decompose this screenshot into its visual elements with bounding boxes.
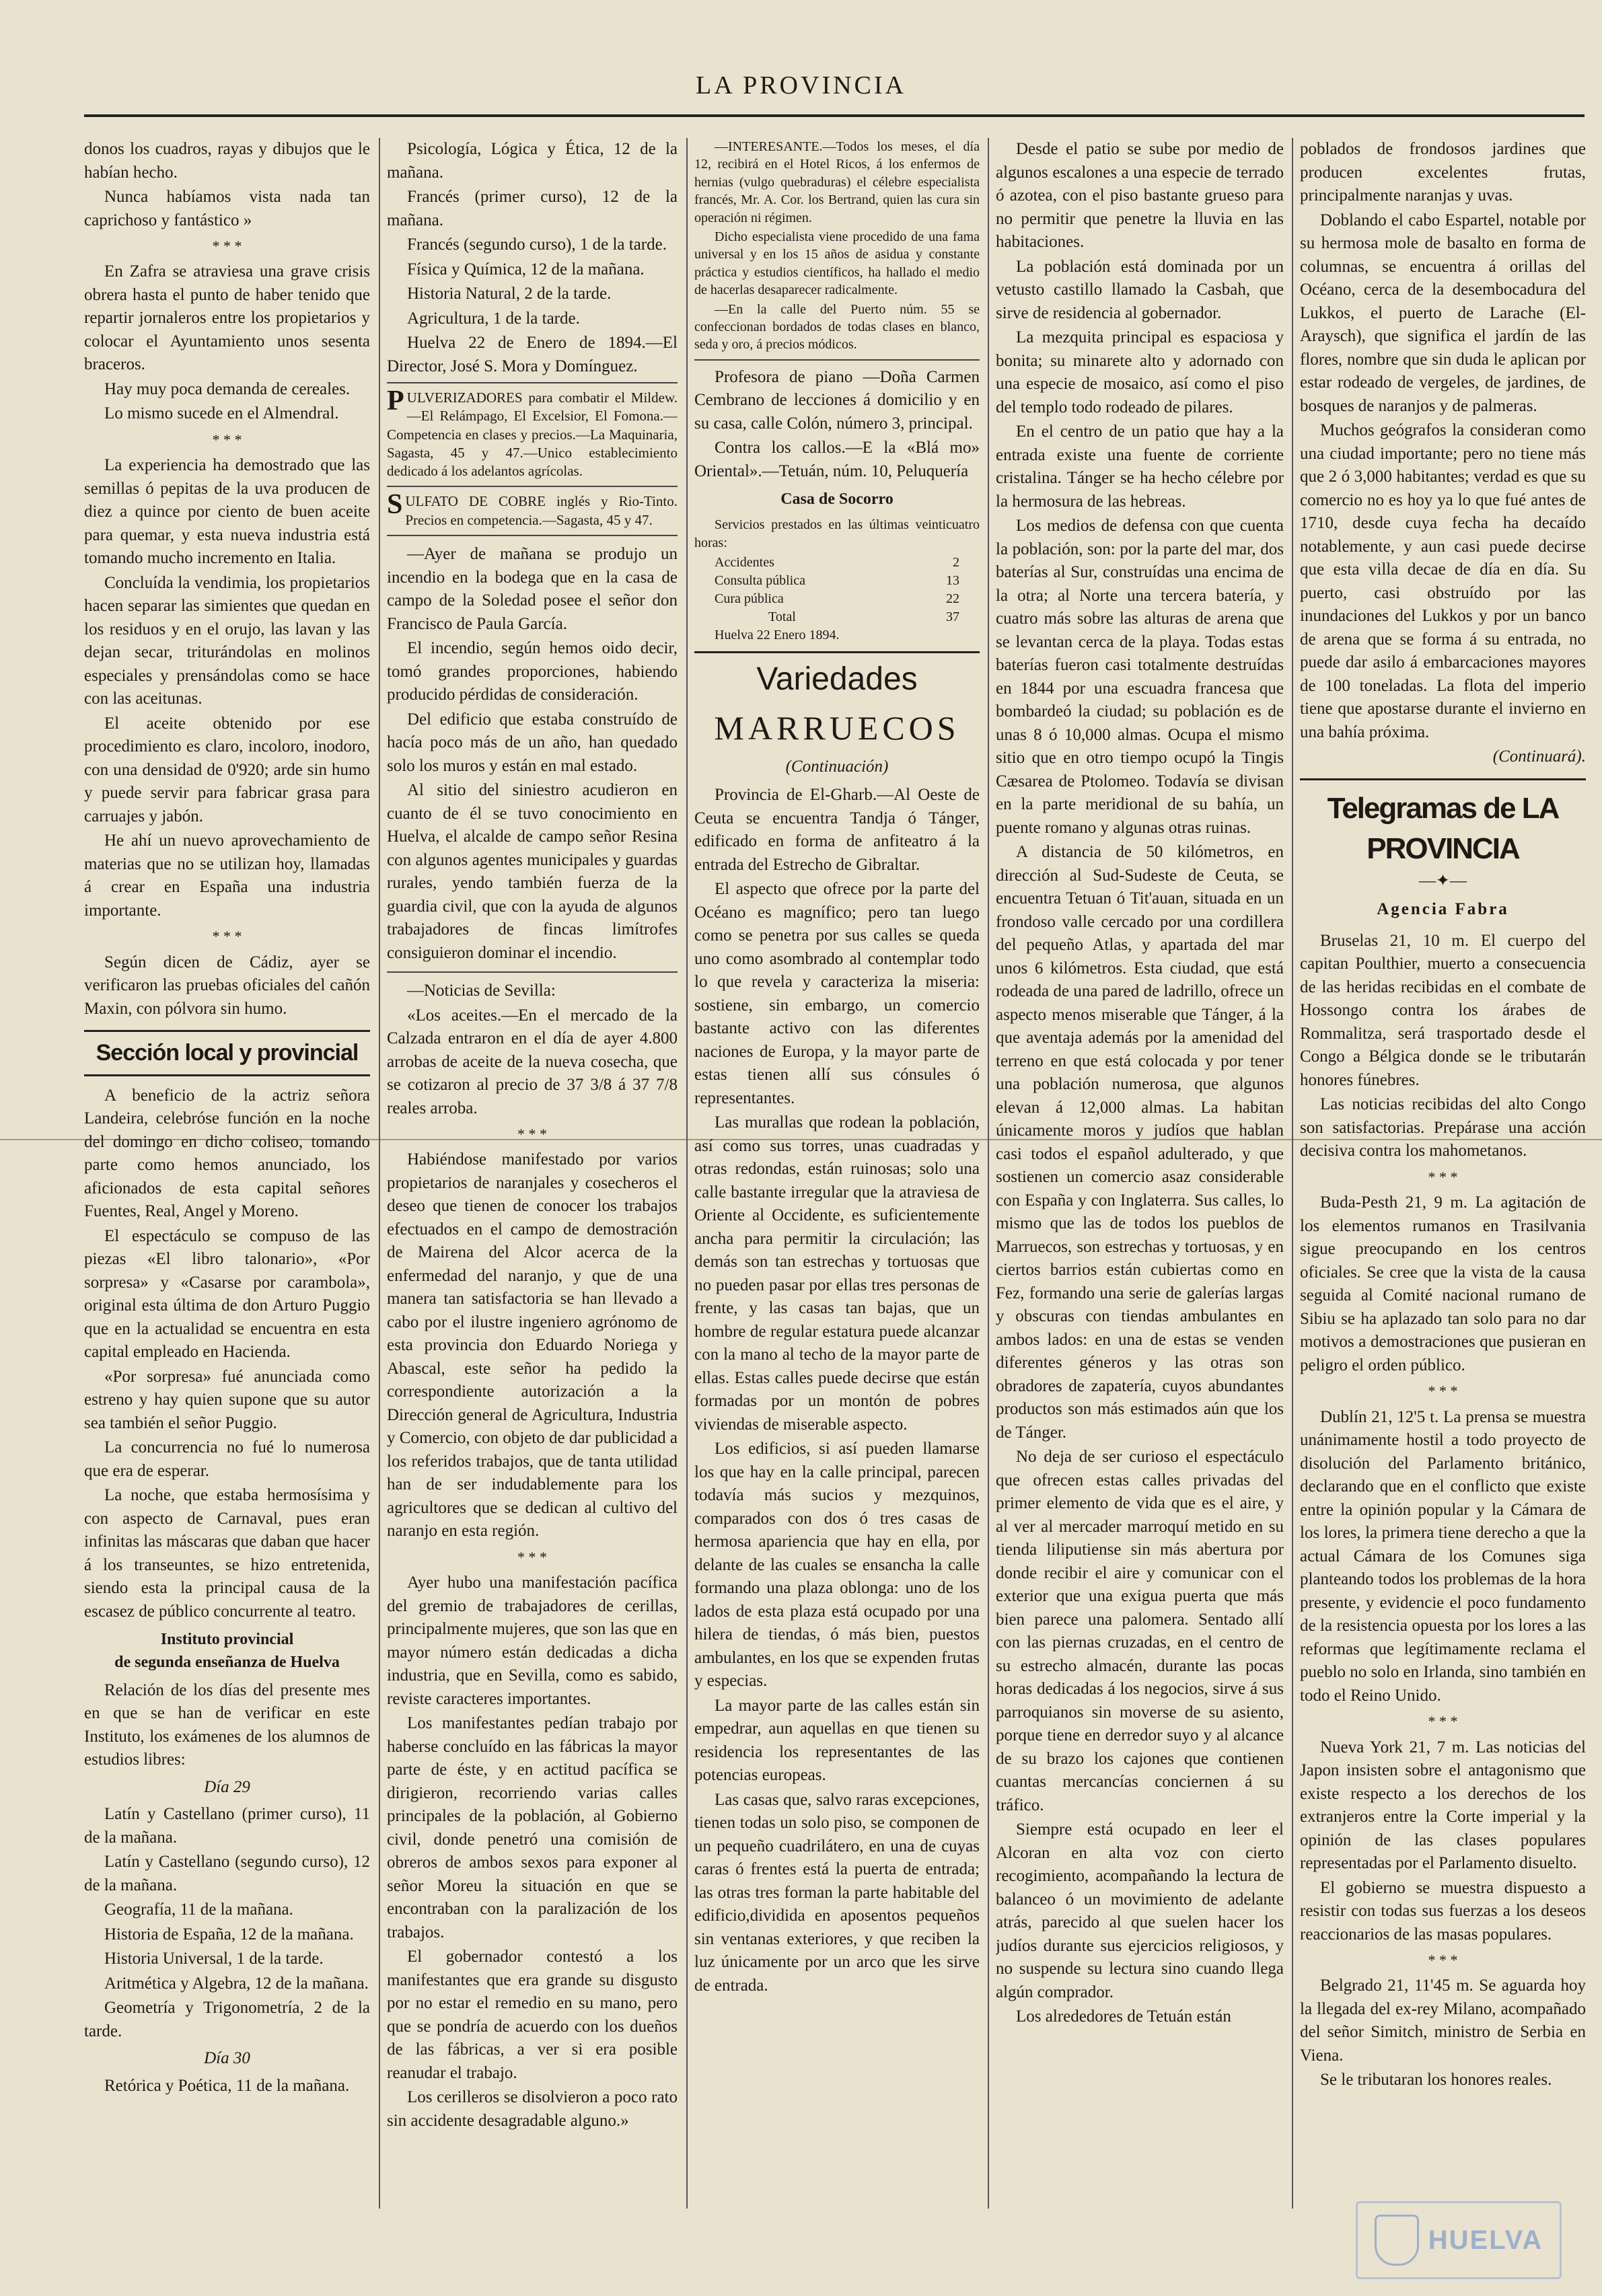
paragraph: La noche, que estaba hermosísima y con aspecto de Carnaval, pues eran infinitas las máscaras que daban que hacer á los transeuntes, se hizo entretenida, siendo esta la principal causa de la escasez de público concurrente al teatro. [84,1486,370,1621]
exam-entry: Latín y Castellano (segundo curso), 12 de la mañana. [84,1853,370,1894]
telegram: Se le tributaran los honores reales. [1320,2071,1552,2089]
continuation-note: (Continuación) [785,757,889,776]
notice-block [694,138,980,354]
telegram: Buda-Pesth 21, 9 m. La agitación de los elementos rumanos en Trasilvania sigue preocupando en los centros oficiales. Se cree que la vista de la causa seguida al Comité nacional rumano de Sibiu se ha aplazado tan solo para no dar motivos a demostraciones que pusieran en peligro el orden público. [1300,1193,1586,1374]
ad-text: ULVERIZADORES para combatir el Mildew.—El Relámpago, El Excelsior, El Fomona.—Competencia en clases y precios.—La Maquinaria, Sagasta, 45 y 47.—Unico establecimiento dedicado á los adelantos agrícolas. [387,390,678,480]
paragraph: Provincia de El-Gharb.—Al Oeste de Ceuta se encuentra Tandja ó Tánger, edificado en forma de anfiteatro á la entrada del Estrecho de Gibraltar. [694,786,980,874]
exam-entry: Física y Química, 12 de la mañana. [407,260,645,279]
subheading: de segunda enseñanza de Huelva [114,1653,340,1671]
asterism: * * * [1428,1952,1458,1969]
asterism: * * * [1428,1168,1458,1185]
asterism: * * * [1428,1382,1458,1400]
paragraph: Al sitio del siniestro acudieron en cuanto de él se tuvo conocimiento en Huelva, el alcalde de campo señor Resina con algunos agentes municipales y guardas rurales, yendo también fuerza de la guardia civil, que con la ayuda de algunos trabajadores de fincas limítrofes consiguieron dominar el incendio. [387,781,678,962]
paragraph: El incendio, según hemos oido decir, tomó grandes proporciones, habiendo producido pérdidas de consideración. [387,639,678,704]
paragraph: —En la calle del Puerto núm. 55 se confeccionan bordados de todas clases en blanco, seda y oro, á precios módicos. [694,301,980,353]
paragraph: Las murallas que rodean la población, así como sus torres, unas cuadradas y otras redondas, están ruinosas; solo una calle bastante irregular que la atraviesa de Oriente al Occidente, es suficientemente ancha para permitir la circulación; las demás son tan estrechas y tortuosas que no pueden pasar por ellas tres personas de frente, y las casas tan bajas, que un hombre de regular estatura puede alcanzar con la mano al techo de la mayor parte de ellas. Estas calles puede decirse que están formadas por un montón de pobres viviendas de miserable aspecto. [694,1113,980,1434]
paragraph: —Ayer de mañana se produjo un incendio en la bodega que en la casa de campo de la Soledad posee el señor don Francisco de Paula García. [387,545,678,633]
asterism: * * * [212,431,242,448]
telegram: Dublín 21, 12'5 t. La prensa se muestra unánimamente hostil a todo proyecto de disolución del Parlamento británico, declarando que en el conflicto que existe entre la opinión popular y la Cámara de los lores, la primera tiene derecho a que la actual Cámara de los Comunes siga planteando todos los problemas de la hora presente, y evidencie el poco fundamento de la resistencia opuesta por los lores a las reformas que legítimamente reclama el pueblo no solo en Irlanda, sino también en todo el Reino Unido. [1300,1407,1586,1705]
exam-entry: Historia de España, 12 de la mañana. [104,1925,354,1943]
archive-stamp [1356,2201,1562,2279]
day-heading: Día 30 [204,2049,250,2068]
paragraph: Habiéndose manifestado por varios propietarios de naranjales y cosecheros el deseo que tienen de conocer los trabajos efectuados en el campo de demostración de Mairena del Alcor acerca de la enfermedad del naranjo, y que de una manera tan satisfactoria se han llevado a cabo por el ilustre ingeniero agrónomo de esta provincia don Eduardo Noriega y Abascal, este señor ha pedido la correspondiente autorización a la Dirección general de Agricultura, Industria y Comercio, con objeto de dar publicidad a los referidos trabajos, que de tanta utilidad han de ser indudablemente para los agricultores que se dedican al cultivo del naranjo en esta región. [387,1150,678,1541]
stamp-text: HUELVA [1428,2225,1543,2255]
ornament: —✦— [1419,871,1467,890]
paragraph: Nunca habíamos vista nada tan caprichoso y fantástico » [84,188,370,229]
paragraph: No deja de ser curioso el espectáculo que ofrecen estas calles privadas del primer elemento de vida que es el aire, y al ver al mercader marroquí metido en su tienda liliputiense sin más abertura por donde recibir el aire y comunicar con el exterior que una exigua puerta que más bien parece una palomera. Sentado allí con las piernas cruzadas, en el centro de su estrecho almacén, durante las pocas horas dedicadas á los negocios, sirve á sus parroquianos sin moverse de su asiento, porque tiene en derredor suyo y al alcance de su brazo los cajones que contienen cuantas mercancías conciernen á su tráfico. [996,1448,1284,1814]
section-heading: Variedades [694,651,980,702]
stats-row [694,608,980,626]
paragraph: Huelva 22 Enero 1894. [715,628,840,643]
seal-icon [1375,2215,1419,2266]
column-rule [1292,138,1293,2209]
exam-entry: Historia Universal, 1 de la tarde. [104,1950,324,1968]
paragraph: Hay muy poca demanda de cereales. [104,379,351,398]
subheading: Casa de Socorro [780,490,894,509]
paragraph: Desde el patio se sube por medio de algunos escalones a una especie de terrado ó azotea, con el piso bastante grueso para no permitir que penetre la lluvia en las habitaciones. [996,140,1284,251]
paragraph: poblados de frondosos jardines que producen excelentes frutas, principalmente naranjas y uvas. [1300,140,1586,205]
paragraph: Según dicen de Cádiz, ayer se verificaron las pruebas oficiales del cañón Maxin, con pólvora sin humo. [84,953,370,1018]
exam-entry: Retórica y Poética, 11 de la mañana. [104,2076,350,2095]
telegram: El gobierno se muestra dispuesto a resistir con todas sus fuerzas a los deseos reaccionarios de las masas populares. [1300,1878,1586,1943]
signature-line: Huelva 22 de Enero de 1894.—El Director, José S. Mora y Domínguez. [387,334,678,375]
ad-text: ULFATO DE COBRE inglés y Rio-Tinto. Precios en competencia.—Sagasta, 45 y 47. [405,493,678,528]
column-rule [988,138,989,2209]
stats-label: Cura pública [715,591,784,607]
stats-value: 37 [946,609,959,625]
exam-entry: Historia Natural, 2 de la tarde. [407,285,612,303]
stats-row [694,572,980,590]
paragraph: El espectáculo se compuso de las piezas «El libro talonario», «Por sorpresa» y «Casarse por carambola», original esta última de don Arturo Puggio que en la actualidad se encuentra en esta capital empleado en Hacienda. [84,1226,370,1362]
masthead: LA PROVINCIA [696,71,906,100]
exam-entry: Agricultura, 1 de la tarde. [407,309,580,328]
stats-row [694,554,980,572]
stats-value: 13 [946,573,959,589]
asterism: * * * [517,1548,547,1565]
paragraph: Lo mismo sucede en el Almendral. [104,404,339,423]
advertisement [387,382,678,487]
exam-entry: Aritmética y Algebra, 12 de la mañana. [104,1974,369,1993]
paragraph: Profesora de piano —Doña Carmen Cembrano de lecciones á domicilio y en su casa, calle Colón, número 3, principal. [694,367,980,433]
paragraph: La experiencia ha demostrado que las semillas ó pepitas de la uva producen de diez a quince por ciento de buen aceite para quemar, y esta nueva industria está tomando mucho incremento en Italia. [84,456,370,568]
paragraph: Del edificio que estaba construído de hacía poco más de un año, han quedado solo los muros y están en mal estado. [387,710,678,775]
asterism: * * * [517,1125,547,1143]
paragraph: Contra los callos.—E la «Blá mo» Oriental».—Tetuán, núm. 10, Peluquería [694,439,980,480]
paragraph: donos los cuadros, rayas y dibujos que le habían hecho. [84,140,370,182]
continuation-note: (Continuará). [1492,747,1586,766]
column-rule [379,138,380,2209]
paragraph: La concurrencia no fué lo numerosa que era de esperar. [84,1438,370,1480]
stats-label: Total [768,609,796,625]
stats-label: Accidentes [715,555,774,570]
exam-entry: Latín y Castellano (primer curso), 11 de la mañana. [84,1805,370,1847]
stats-block [694,516,980,644]
paragraph: He ahí un nuevo aprovechamiento de materias que no se utilizan hoy, llamadas á crear en España una industria importante. [84,831,370,920]
article-title: MARRUECOS [714,708,960,747]
column-rule [686,138,688,2209]
column-3 [694,138,980,2215]
stats-value: 22 [946,591,959,607]
telegram: Bruselas 21, 10 m. El cuerpo del capitan Poulthier, muerto a consecuencia de las heridas recibidas en el combate de Hossongo contra los árabes de Rommalitza, será trasportado desde el Congo a Bélgica donde se le tributarán honores fúnebres. [1300,931,1586,1089]
paragraph: «Por sorpresa» fué anunciada como estreno y hay quien supone que su autor sea también el señor Puggio. [84,1367,370,1432]
telegram: Belgrado 21, 11'45 m. Se aguarda hoy la llegada del ex-rey Milano, acompañado del señor Simitch, ministro de Serbia en Viena. [1300,1976,1586,2065]
paragraph: A distancia de 50 kilómetros, en dirección al Sud-Sudeste de Ceuta, se encuentra Tetuan ó Tit'auan, situada en un frondoso valle cercado por una cordillera del pequeño Atlas, y apartada del mar unos 6 kilómetros. Esta ciudad, que está rodeada de una pared de ladrillo, ofrece un aspecto menos miserable que Tánger, á la que aventaja además por la amenidad del terreno en que está colocada y por tener una población numerosa, que algunos elevan á 12,000 almas. La habitan únicamente moros y judíos que hablan casi todos el español adulterado, y que sostienen un comercio asaz considerable con España y con Inglaterra. Sus calles, lo mismo que las de todos los pueblos de Marruecos, son estrechas y tortuosas, y en ciertos barrios están cubiertas como en Fez, formando una serie de galerías largas y obscuras con tiendas ambulantes en ambos lados: en una de estas se venden diferentes géneros y las otras son obradores de zapatería, cuyos abundantes productos son más estimados aún que los de Tánger. [996,843,1284,1442]
paragraph: Servicios prestados en las últimas veinticuatro horas: [694,517,980,551]
paragraph: El gobernador contestó a los manifestantes que era grande su disgusto por no estar el remedio en su mano, pero que se pondría de acuerdo con los dueños de las fábricas, a ver si era posible reanudar el trabajo. [387,1948,678,2082]
paragraph: Las casas que, salvo raras excepciones, tienen todas un solo piso, se componen de un pequeño cuadrilátero, en una de cuyas caras ó frentes está la puerta de entrada; las otras tres forman la parte habitable del edificio,dividida en aposentos pequeños sin ventanas exteriores, y que reciben la luz únicamente por un arco que les sirve de entrada. [694,1790,980,1995]
subheading: Instituto provincial [160,1631,294,1649]
column-2 [387,138,678,2215]
day-heading: Día 29 [204,1777,250,1796]
stats-value: 2 [953,555,959,570]
advertisement [387,487,678,536]
exam-entry: Francés (primer curso), 12 de la mañana. [387,188,678,229]
section-heading: Sección local y provincial [84,1030,370,1076]
paragraph: Relación de los días del presente mes en que se han de verificar en este Instituto, los exámenes de los alumnos de estudios libres: [84,1680,370,1769]
paragraph: La población está dominada por un vetusto castillo llamado la Casbah, que sirve de residencia al gobernador. [996,257,1284,322]
paragraph: Ayer hubo una manifestación pacífica del gremio de trabajadores de cerillas, principalmente mujeres, que son las que en mayor número están dedicadas a dicha industria, que en Sevilla, como es sabido, reviste caracteres importantes. [387,1573,678,1708]
exam-entry: Geometría y Trigonometría, 2 de la tarde. [84,1999,370,2040]
column-1 [84,138,370,2215]
agency-name: Agencia Fabra [1377,900,1509,919]
paragraph: Dicho especialista viene procedido de una fama universal y en los 15 años de asidua y constante práctica y estudios científicos, ha hallado el medio de hacerlas desaparecer radicalmente. [694,229,980,298]
masthead-rule [84,114,1585,117]
stats-row [694,590,980,608]
telegram: Las noticias recibidas del alto Congo son satisfactorias. Prepárase una acción decisiva contra los mahometanos. [1300,1095,1586,1160]
paragraph: En Zafra se atraviesa una grave crisis obrera hasta el punto de haber tenido que repartir jornaleros entre los propietarios y colocar el Ayuntamiento unos sesenta braceros. [84,262,370,374]
paragraph: Los medios de defensa con que cuenta la población, son: por la parte del mar, dos baterías al Sur, construídas una encima de la otra; al Norte una tercera batería, y cuatro más sobre las alturas de arena que se levantan cerca de la playa. Todas estas baterías fueron casi totalmente destruídas en 1844 por una escuadra francesa que bombardeó la ciudad; su población es de unas 8 ó 10,000 almas. Ocupa el mismo sitio que en otro tiempo ocupó la Tingis Cæsarea de Ptolomeo. Todavía se divisan en la parte meridional de su bahía, un puente romano y algunas otras ruinas. [996,517,1284,837]
paragraph: A beneficio de la actriz señora Landeira, celebróse función en la noche del domingo en dicho coliseo, tomando parte como hemos anunciado, los aficionados de esta capital señores Fuentes, Real, Angel y Moreno. [84,1086,370,1221]
exam-entry: Geografía, 11 de la mañana. [104,1900,293,1919]
paragraph: Muchos geógrafos la consideran como una ciudad importante; pero no tiene más que 2 ó 3,000 habitantes; verdad es que su comercio no es hoy ya lo que fué antes de 1710, desde cuya fecha ha decaído notablemente, y aun casi puede decirse que esta villa decae de día en día. Su puerto, casi obstruído por las inundaciones del Lukkos y por un banco de arena que se forma á su entrada, no puede dar asilo á embarcaciones mayores de 100 toneladas. La flota del imperio tiene que apostarse durante el invierno en una bahía próxima. [1300,421,1586,741]
paragraph: —Noticias de Sevilla: [407,982,556,1000]
telegram: Nueva York 21, 7 m. Las noticias del Japon insisten sobre el antagonismo que existe respecto a los derechos de los extranjeros entre la Corte imperial y la opinión de las clases populares representadas por el Parlamento disuelto. [1300,1738,1586,1873]
divider [694,359,980,361]
asterism: * * * [212,237,242,254]
asterism: * * * [1428,1713,1458,1730]
divider [387,971,678,973]
paragraph: Los alrededores de Tetuán están [1016,2007,1231,2026]
asterism: * * * [212,928,242,945]
paragraph: Doblando el cabo Espartel, notable por su hermosa mole de basalto en forma de columnas, se encuentra á orillas del Océano, cerca de la desembocadura del Lukkos, el puerto de Larache (El-Araysch), que significa el jardín de las flores, nombre que sin duda le aplican por estar rodeado de vergeles, de jardines, de bosques de naranjos y de palmeras. [1300,211,1586,415]
paragraph: El aspecto que ofrece por la parte del Océano es magnífico; pero tan luego como se penetra por sus calles se queda uno como asombrado al contemplar todo lo que revela y caracteriza la miseria: sostiene, sin embargo, un comercio bastante activo con las diferentes naciones de Europa, y la mayor parte de estas tienen allí sus cónsules ó representantes. [694,880,980,1107]
paragraph: Concluída la vendimia, los propietarios hacen separar las simientes que quedan en los residuos y en el orujo, las lavan y las dejan secar, triturándolas en molinos especiales y prensándolas como se hace con las aceitunas. [84,573,370,708]
paragraph: «Los aceites.—En el mercado de la Calzada entraron en el día de ayer 4.800 arrobas de aceite de la nueva cosecha, que se cotizaron al precio de 37 3/8 á 37 7/8 reales arroba. [387,1006,678,1117]
paragraph: —INTERESANTE.—Todos los meses, el día 12, recibirá en el Hotel Ricos, á los enfermos de hernias (vulgo quebraduras) el célebre especialista francés, Mr. A. Cor. los Bertrand, quien las cura sin operación ni régimen. [694,139,980,225]
drop-cap: P [387,385,404,416]
paragraph: Los edificios, si así pueden llamarse los que hay en la calle principal, parecen todavía más sucios y mezquinos, comparados con dos ó tres casas de hermosa apariencia que hay en ella, por delante de las cuales se ensancha la calle formando una plaza oblonga: uno de los lados de esta plaza está ocupado por una hilera de tiendas, ó más bien, puestos ambulantes, en los que se expenden frutas y especias. [694,1440,980,1691]
section-heading: Telegramas de LA PROVINCIA [1300,778,1586,870]
column-5 [1300,138,1586,2215]
paragraph: En el centro de un patio que hay a la entrada existe una fuente de corriente cristalina. Tánger se ha hecho célebre por la hermosura de las hebreas. [996,422,1284,511]
paragraph: Siempre está ocupado en leer el Alcoran en alta voz con cierto recogimiento, acompañando la lectura de balanceo ó un movimiento de adelante atrás, parecido al que suelen hacer los judíos durante sus ejercicios religiosos, y no suspende su lectura sino cuando llega algún comprador. [996,1820,1284,2001]
stats-label: Consulta pública [715,573,805,589]
paragraph: Los cerilleros se disolvieron a poco rato sin accidente desagradable alguno.» [387,2088,678,2130]
paragraph: La mezquita principal es espaciosa y bonita; su minarete alto y adornado con una especie de mosaico, así como el piso del templo todo rodeado de pilares. [996,328,1284,416]
exam-entry: Psicología, Lógica y Ética, 12 de la mañana. [387,140,678,182]
paragraph: La mayor parte de las calles están sin empedrar, aun aquellas en que tienen su residencia los representantes de las potencias europeas. [694,1696,980,1785]
column-4 [996,138,1284,2215]
paragraph: Los manifestantes pedían trabajo por haberse concluído en las fábricas la mayor parte de éste, y en actitud pacífica se dirigieron, recorriendo varias calles principales de la población, al Gobierno civil, donde penetró una comisión de obreros de ambos sexos para exponer al señor Moreu la situación en que se encontraban con la paralización de los trabajos. [387,1714,678,1941]
exam-entry: Francés (segundo curso), 1 de la tarde. [407,235,667,254]
drop-cap: S [387,489,403,521]
paragraph: El aceite obtenido por ese procedimiento es claro, incoloro, inodoro, con una densidad de 0'920; arde sin humo y puede servir para fabricar grasa para carruajes y jabón. [84,714,370,825]
